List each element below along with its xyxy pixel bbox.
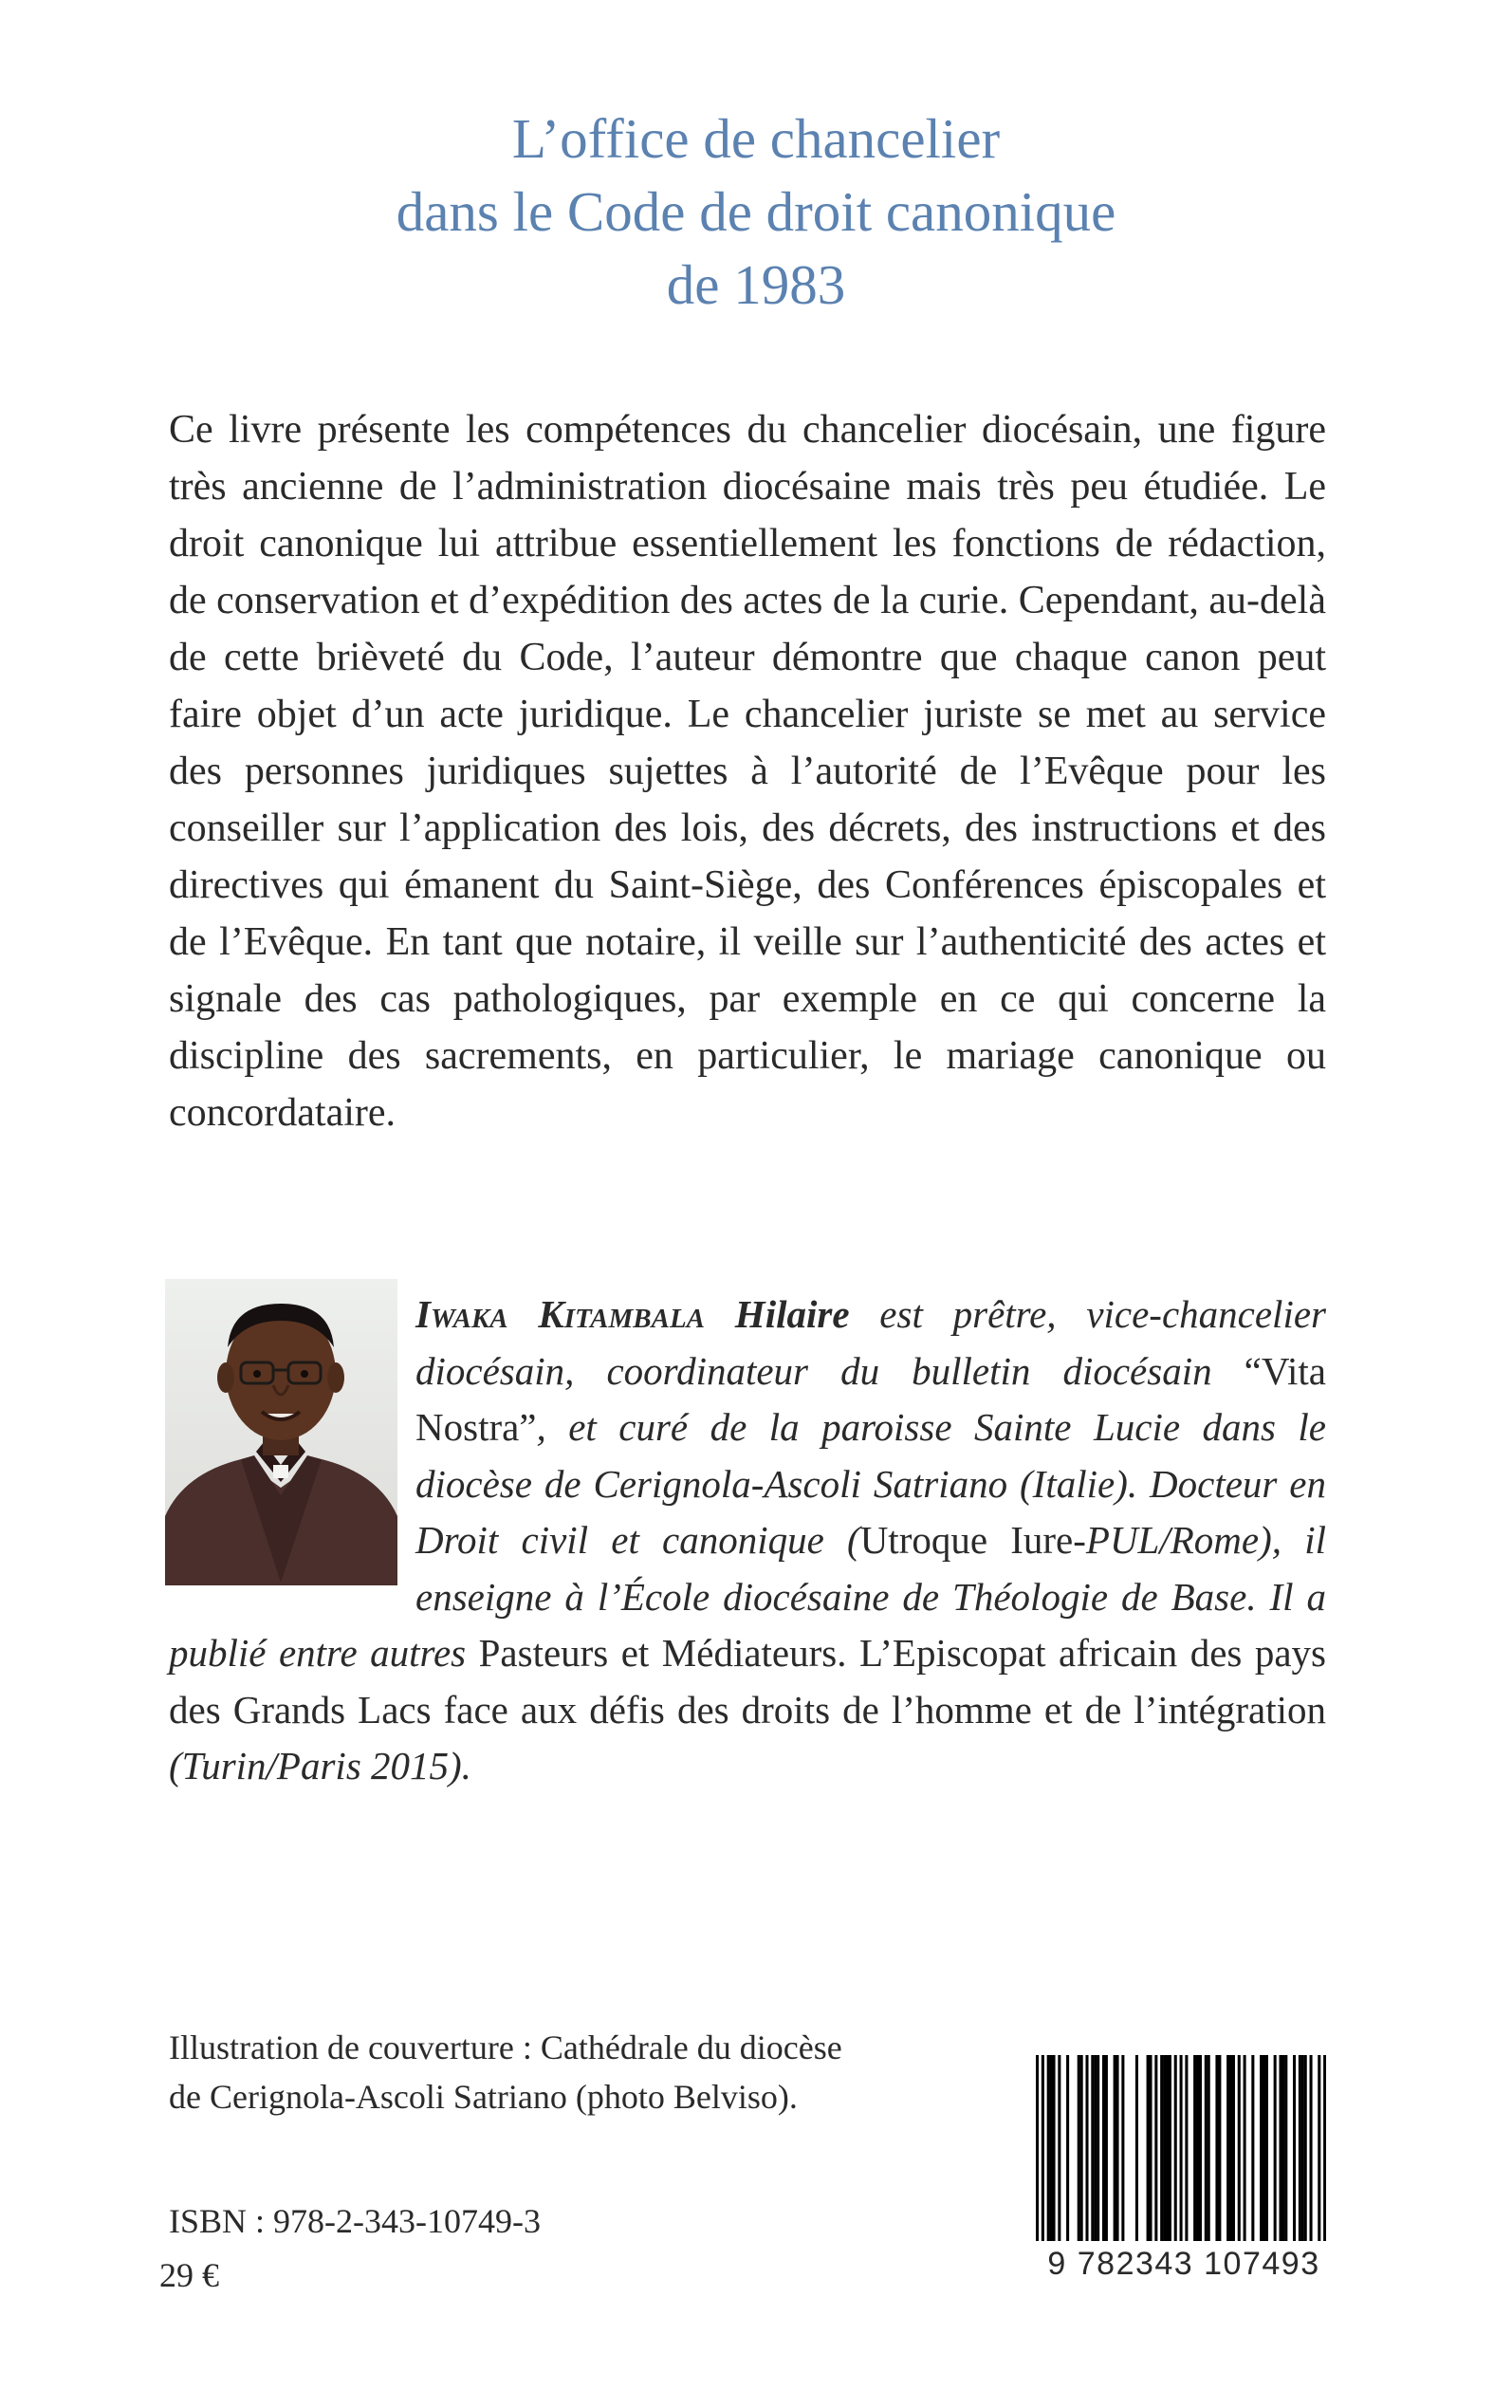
barcode-bar — [1091, 2055, 1094, 2241]
barcode-bar — [1047, 2055, 1050, 2241]
barcode-bar — [1149, 2055, 1152, 2241]
barcode-bar — [1121, 2055, 1124, 2241]
author-firstname: Hilaire — [734, 1292, 850, 1336]
barcode-bar — [1301, 2055, 1304, 2241]
barcode-bar — [1284, 2055, 1287, 2241]
cover-illustration-credit — [169, 2023, 1004, 2121]
barcode-bar — [1085, 2055, 1088, 2241]
barcode-bar — [1050, 2055, 1053, 2241]
barcode-bar — [1279, 2055, 1282, 2241]
barcode-bar — [1310, 2055, 1313, 2241]
bio-publication-place: (Turin/Paris 2015). — [169, 1744, 471, 1787]
barcode-bar — [1251, 2055, 1254, 2241]
barcode-bar — [1274, 2055, 1277, 2241]
barcode-bar — [1265, 2055, 1268, 2241]
barcode-bar — [1299, 2055, 1301, 2241]
barcode-bar — [1058, 2055, 1060, 2241]
barcode-bar — [1282, 2055, 1284, 2241]
bio-text-5: PUL/Rome), il enseigne à l’École diocésaine de Théologie de Base. Il a publié entre autres — [169, 1518, 1326, 1675]
barcode-bar — [1166, 2055, 1169, 2241]
title-line-2: dans le Code de droit canonique — [396, 180, 1116, 243]
title-line-3: de 1983 — [666, 253, 846, 316]
barcode-bar — [1193, 2055, 1196, 2241]
barcode-bar — [1185, 2055, 1188, 2241]
barcode-digits: 9 782343 107493 — [1047, 2246, 1320, 2282]
barcode-bar — [1318, 2055, 1320, 2241]
barcode-bar — [1042, 2055, 1044, 2241]
barcode-bar — [1102, 2055, 1105, 2241]
barcode-bar — [1174, 2055, 1177, 2241]
barcode-bar — [1229, 2055, 1232, 2241]
barcode-bar — [1260, 2055, 1263, 2241]
barcode-bar — [1215, 2055, 1218, 2241]
barcode-bar — [1036, 2055, 1039, 2241]
barcode-bar — [1304, 2055, 1307, 2241]
barcode-bar — [1135, 2055, 1138, 2241]
barcode-bar — [1066, 2055, 1069, 2241]
credit-line-2: de Cerignola-Ascoli Satriano (photo Belviso). — [169, 2078, 798, 2116]
barcode-bar — [1205, 2055, 1208, 2241]
barcode-bar — [1160, 2055, 1163, 2241]
bio-publication-title: Pasteurs et Médiateurs. L’Episcopat africain des pays des Grands Lacs face aux défis des droits de l’homme et de l’intégration — [169, 1631, 1326, 1732]
author-surname: Iwaka Kitambala — [415, 1292, 706, 1336]
barcode-bar — [1163, 2055, 1166, 2241]
barcode-bar — [1226, 2055, 1229, 2241]
barcode-bar — [1080, 2055, 1083, 2241]
barcode-bar — [1199, 2055, 1202, 2241]
barcode-bar — [1293, 2055, 1296, 2241]
barcode-bar — [1169, 2055, 1171, 2241]
barcode-bar — [1180, 2055, 1183, 2241]
barcode-bar — [1196, 2055, 1199, 2241]
barcode-bar — [1116, 2055, 1119, 2241]
barcode-bar — [1097, 2055, 1099, 2241]
barcode-bar — [1094, 2055, 1097, 2241]
bio-utroque: Utroque Iure- — [859, 1518, 1086, 1562]
bio-text-3: , et curé de la paroisse Sainte Lucie dans le diocèse de Cerignola-Ascoli Satriano (Italie). Docteur en Droit civil et canonique ( — [415, 1405, 1326, 1562]
book-title — [0, 102, 1512, 322]
barcode-bar — [1238, 2055, 1241, 2241]
barcode-bar — [1323, 2055, 1326, 2241]
book-summary: Ce livre présente les compétences du chancelier diocésain, une figure très ancienne de l’administration diocésaine mais très peu étudiée. Le droit canonique lui attribue essentiellement les fonctions de rédaction, de conservation et d’expédition des actes de la curie. Cependant, au-delà de cette brièveté du Code, l’auteur démontre que chaque canon peut faire objet d’un acte juridique. Le chancelier juriste se met au service des personnes juridiques sujettes à l’autorité de l’Evêque pour les conseiller sur l’application des lois, des décrets, des instructions et des directives qui émanent du Saint-Siège, des Conférences épiscopales et de l’Evêque. En tant que notaire, il veille sur l’authenticité des actes et signale des cas pathologiques, par exemple en ce qui concerne la discipline des sacrements, en particulier, le mariage canonique ou concordataire. — [169, 408, 1326, 1135]
barcode-bar — [1154, 2055, 1157, 2241]
credit-line-1: Illustration de couverture : Cathédrale du diocèse — [169, 2028, 842, 2066]
barcode-bar — [1232, 2055, 1235, 2241]
barcode-bar — [1208, 2055, 1210, 2241]
title-line-1: L’office de chancelier — [511, 107, 1001, 170]
barcode-bar — [1114, 2055, 1116, 2241]
bio-text-1: est prêtre, vice-chancelier diocésain, coordinateur du bulletin diocésain — [415, 1292, 1326, 1393]
barcode-bar — [1078, 2055, 1080, 2241]
barcode-bar — [1147, 2055, 1150, 2241]
barcode-bar — [1244, 2055, 1246, 2241]
barcode-bar — [1105, 2055, 1108, 2241]
barcode-bar — [1052, 2055, 1055, 2241]
bio-bulletin-name: “Vita Nostra” — [415, 1348, 1326, 1449]
isbn: ISBN : 978-2-343-10749-3 — [169, 2202, 541, 2240]
price: 29 € — [159, 2256, 219, 2294]
barcode-bars — [1036, 2055, 1326, 2241]
author-biography — [169, 1287, 1326, 1795]
barcode-bar — [1263, 2055, 1265, 2241]
barcode-bar — [1218, 2055, 1221, 2241]
